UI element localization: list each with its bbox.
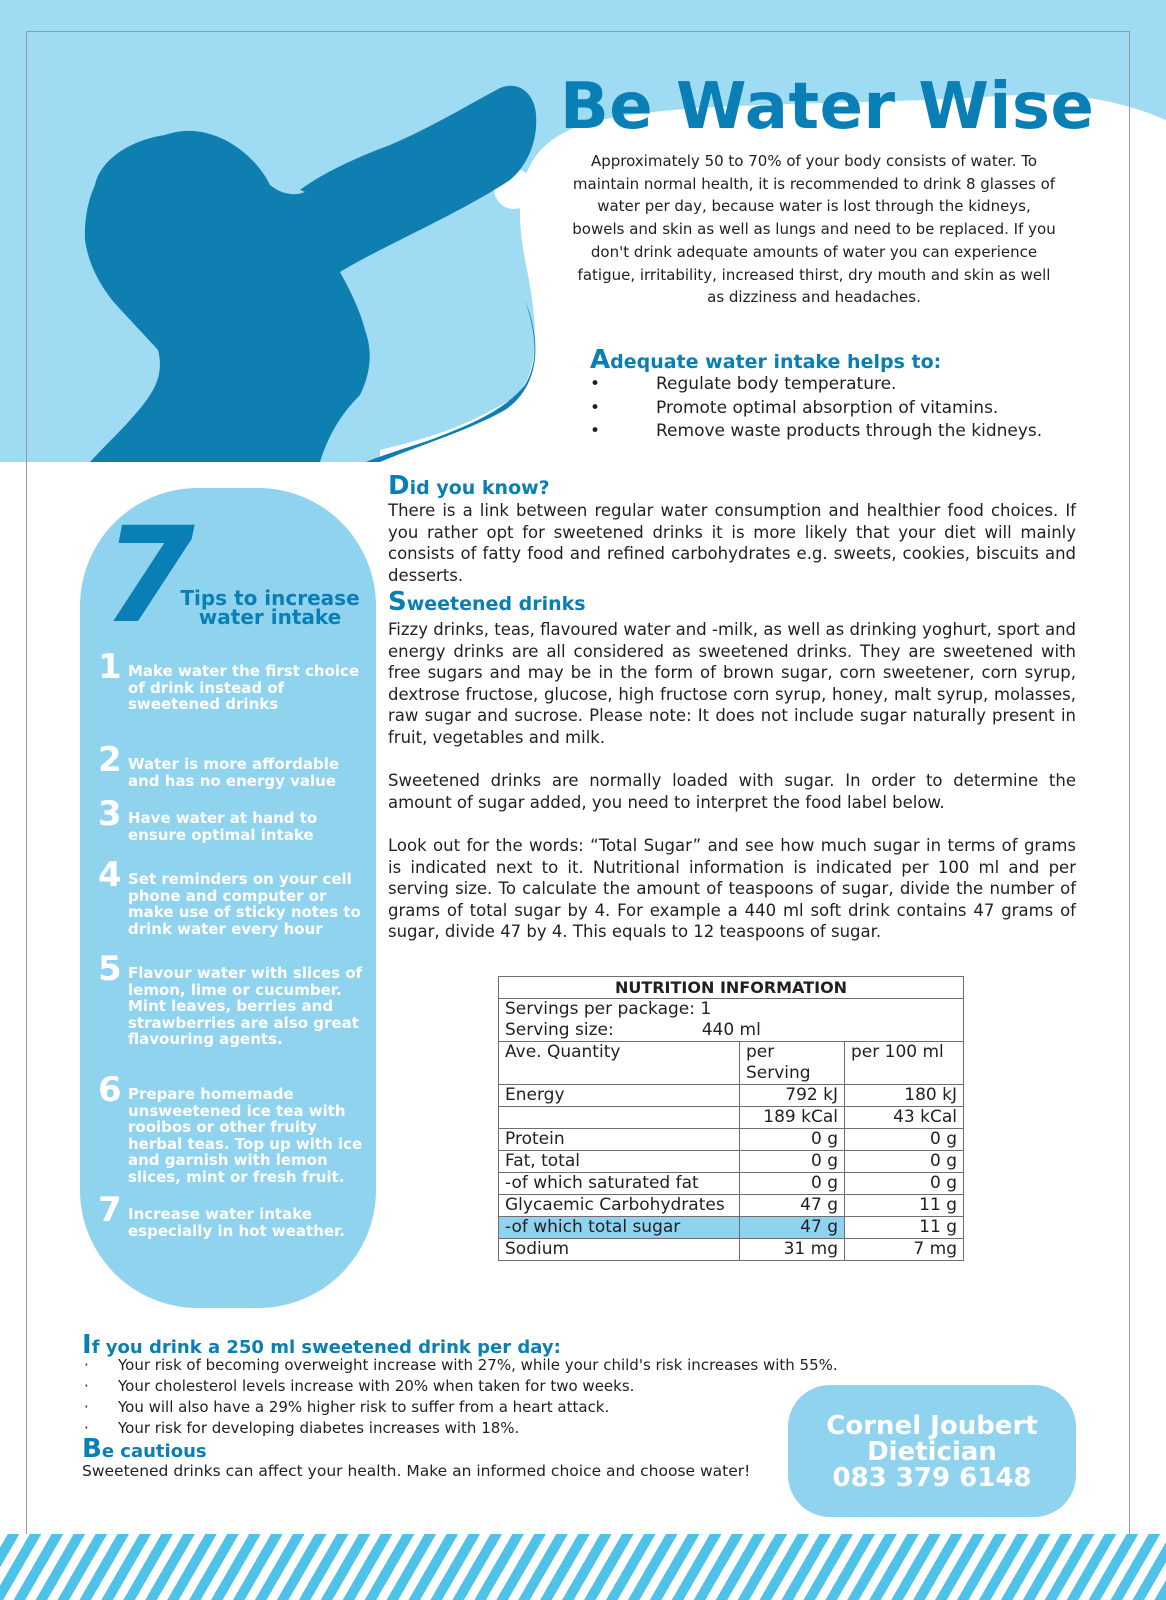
contact-name: Cornel Joubert [826,1411,1038,1441]
row-per100: 0 g [845,1151,964,1173]
row-name: -of which saturated fat [499,1173,740,1195]
risk-list [82,1355,838,1439]
intro-paragraph: Approximately 50 to 70% of your body consists of water. To maintain normal health, it is recommended to drink 8 glasses of water per day, because water is lost through the kidneys, bowels and skin as well as lungs and need to be replaced. If you don't drink adequate amounts of water you can experience fatigue, irritability, increased thirst, dry mouth and skin as well as dizziness and headaches. [572,152,1056,307]
table-row-highlighted [499,1217,964,1239]
tips-big-number: 7 [103,499,195,653]
page-title: Be Water Wise [560,70,1095,144]
tip-text: Prepare homemade unsweetened ice tea with rooibos or other fruity herbal teas. Top up with ice and garnish with lemon slices, mint or fresh fruit. [128,1085,363,1186]
helps-heading-rest: dequate water intake helps to: [610,351,942,373]
nutrition-table [498,976,964,1261]
helps-heading [590,345,941,375]
row-serving: 31 mg [740,1239,845,1261]
table-row [499,1107,964,1129]
helps-heading-cap: A [590,345,611,375]
did-you-know-text: There is a link between regular water consumption and healthier food choices. If you rather opt for sweetened drinks it is more likely that your diet will mainly consists of fatty food and refined carbohydrates e.g. sweets, cookies, biscuits and desserts. [388,501,1076,585]
table-row [499,1173,964,1195]
list-item: • Regulate body temperature. [588,373,1042,397]
sweetened-paragraph-2: Sweetened drinks are normally loaded with sugar. In order to determine the amount of sugar added, you need to interpret the food label below. [388,771,1076,812]
row-name [499,1107,740,1129]
sweetened-paragraph-3: Look out for the words: “Total Sugar” and see how much sugar in terms of grams is indicated next to it. Nutritional information is indicated per 100 ml and per serving size. To calculate the amount of teaspoons of sugar, divide the number of grams of total sugar by 4. For example a 440 ml soft drink contains 47 grams of sugar, divide 47 by 4. This equals to 12 teaspoons of sugar. [388,836,1076,942]
contact-phone: 083 379 6148 [832,1463,1032,1493]
table-row [499,1239,964,1261]
table-row [499,1020,964,1042]
row-serving: 0 g [740,1173,845,1195]
tip-number: 3 [98,794,122,834]
list-item: • Remove waste products through the kidneys. [588,420,1042,444]
risk-heading-rest: f you drink a 250 ml sweetened drink per day: [91,1337,561,1358]
helps-list [588,373,1042,444]
row-serving: 0 g [740,1151,845,1173]
caution-heading [82,1434,207,1464]
serving-size-label: Serving size: [505,1020,614,1040]
serving-size-cell [499,1020,964,1042]
row-per100: 11 g [845,1217,964,1239]
row-name: Sodium [499,1239,740,1261]
row-name: Protein [499,1129,740,1151]
tip-number: 4 [98,855,122,895]
table-row [499,1151,964,1173]
tip-number: 5 [98,949,122,989]
table-row [499,999,964,1021]
list-item: • Promote optimal absorption of vitamins. [588,397,1042,421]
contact-card [788,1385,1076,1517]
col-per-serving-header: per Serving [740,1042,845,1085]
tip-number: 6 [98,1070,122,1110]
list-item: · Your risk of becoming overweight increase with 27%, while your child's risk increases with 55%. [82,1355,838,1376]
tip-number: 2 [98,740,122,780]
list-item: · You will also have a 29% higher risk to suffer from a heart attack. [82,1397,838,1418]
tip-text: Flavour water with slices of lemon, lime or cucumber. Mint leaves, berries and strawberries are also great flavouring agents. [128,964,363,1049]
tip-number: 1 [98,647,122,687]
tip-text: Increase water intake especially in hot weather. [128,1205,346,1240]
sweetened-drinks-heading [388,587,586,617]
row-per100: 11 g [845,1195,964,1217]
caution-heading-cap: B [82,1434,102,1464]
did-you-know-heading-cap: D [388,471,410,501]
list-item: · Your cholesterol levels increase with 20% when taken for two weeks. [82,1376,838,1397]
table-row [499,977,964,999]
table-row [499,1042,964,1085]
nutrition-title: NUTRITION INFORMATION [499,977,964,999]
col-per-100-header: per 100 ml [845,1042,964,1085]
sweetened-paragraph-1: Fizzy drinks, teas, flavoured water and -milk, as well as drinking yoghurt, sport and energy drinks are all considered as sweetened drinks. They are sweetened with free sugars and may be in the form of brown sugar, corn sweetener, corn syrup, dextrose fructose, glucose, high fructose corn syrup, honey, malt syrup, molasses, raw sugar and sucrose. Please note: It does not include sugar naturally present in fruit, vegetables and milk. [388,620,1076,747]
row-per100: 7 mg [845,1239,964,1261]
row-serving: 792 kJ [740,1085,845,1107]
did-you-know-heading [388,471,550,501]
list-item: · Your risk for developing diabetes increases with 18%. [82,1418,838,1439]
row-per100: 180 kJ [845,1085,964,1107]
tip-number: 7 [98,1190,122,1230]
tip-text: Water is more affordable and has no energy value [128,755,340,790]
row-per100: 0 g [845,1173,964,1195]
table-row [499,1129,964,1151]
row-name: -of which total sugar [499,1217,740,1239]
caution-text: Sweetened drinks can affect your health. Make an informed choice and choose water! [82,1462,751,1480]
row-name: Glycaemic Carbohydrates [499,1195,740,1217]
serving-size-value: 440 ml [701,1020,761,1040]
risk-heading-cap: I [82,1330,92,1360]
tip-text: Set reminders on your cell phone and computer or make use of sticky notes to drink water every hour [128,870,361,938]
servings-per-package: Servings per package: 1 [499,999,964,1021]
row-serving: 47 g [740,1217,845,1239]
row-serving: 189 kCal [740,1107,845,1129]
table-row [499,1085,964,1107]
row-per100: 0 g [845,1129,964,1151]
striped-footer-band [0,1534,1166,1600]
row-name: Energy [499,1085,740,1107]
sweetened-heading-cap: S [388,587,407,617]
contact-role: Dietician [867,1437,997,1467]
caution-heading-rest: e cautious [101,1441,207,1462]
sweetened-heading-rest: weetened drinks [406,593,586,615]
row-name: Fat, total [499,1151,740,1173]
row-serving: 0 g [740,1129,845,1151]
tip-text: Have water at hand to ensure optimal intake [128,809,318,844]
col-quantity-header: Ave. Quantity [499,1042,740,1085]
row-per100: 43 kCal [845,1107,964,1129]
tip-text: Make water the first choice of drink instead of sweetened drinks [128,662,360,714]
table-row [499,1195,964,1217]
tips-title: Tips to increase water intake [180,586,360,629]
did-you-know-heading-rest: id you know? [409,477,550,499]
row-serving: 47 g [740,1195,845,1217]
